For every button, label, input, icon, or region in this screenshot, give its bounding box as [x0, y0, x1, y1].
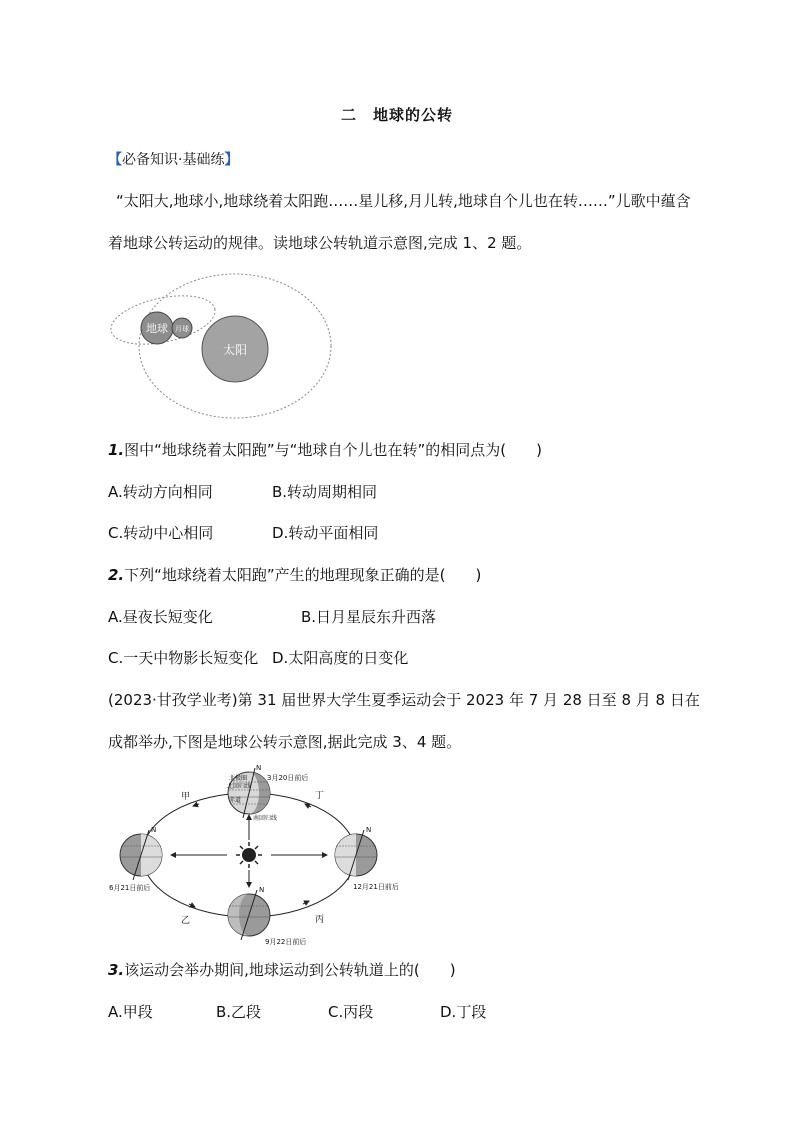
- q2-option-c[interactable]: C.一天中物影长短变化: [108, 649, 259, 667]
- earth-dec21: [335, 830, 377, 880]
- section-label: 必备知识·基础练: [122, 152, 225, 168]
- q1-option-c[interactable]: C.转动中心相同: [108, 524, 214, 542]
- bracket-close: 】: [224, 152, 239, 168]
- tropic-north-label: 北回归线: [227, 783, 252, 790]
- orbit-diagram-1: [105, 270, 345, 420]
- q3-option-b[interactable]: B.乙段: [216, 1003, 262, 1021]
- orbit-arrow-jia: [193, 804, 199, 806]
- segment-jia: 甲: [181, 792, 191, 802]
- north-pole-dec-label: N: [366, 826, 372, 834]
- equator-label: 赤道: [229, 797, 242, 804]
- question-3-number: 3.: [108, 961, 125, 979]
- context-line-2: 成都举办,下图是地球公转示意图,据此完成 3、4 题。: [108, 733, 462, 751]
- sun-icon: [236, 842, 262, 868]
- question-2-number: 2.: [108, 566, 125, 584]
- section-heading: [108, 149, 238, 169]
- q2-option-a[interactable]: A.昼夜长短变化: [108, 608, 213, 626]
- sun-label: 太阳: [222, 343, 248, 357]
- intro-line-1: “太阳大,地球小,地球绕着太阳跑……星儿移,月儿转,地球自个儿也在转……”儿歌中蕴含: [116, 192, 691, 210]
- north-pole-label: N: [256, 764, 262, 772]
- bracket-open: 【: [108, 152, 122, 168]
- q2-option-d[interactable]: D.太阳高度的日变化: [272, 649, 409, 667]
- date-dec21: 12月21日前后: [353, 883, 399, 891]
- moon-label: 月球: [175, 325, 189, 333]
- q2-option-b[interactable]: B.日月星辰东升西落: [301, 608, 437, 626]
- segment-yi: 乙: [181, 916, 191, 926]
- page-title: 二 地球的公转: [340, 106, 453, 124]
- earth-sep22: [228, 890, 270, 940]
- question-3: [108, 960, 456, 980]
- question-2-stem: 下列“地球绕着太阳跑”产生的地理现象正确的是( ): [124, 566, 482, 584]
- tropic-south-label: 南回归线: [253, 815, 278, 822]
- q1-option-d[interactable]: D.转动平面相同: [272, 524, 379, 542]
- intro-line-2: 着地球公转运动的规律。读地球公转轨道示意图,完成 1、2 题。: [108, 234, 532, 252]
- question-1-stem: 图中“地球绕着太阳跑”与“地球自个儿也在转”的相同点为( ): [124, 441, 542, 459]
- date-sep22: 9月22日前后: [265, 938, 307, 946]
- q1-option-b[interactable]: B.转动周期相同: [272, 483, 378, 501]
- question-1-number: 1.: [108, 441, 125, 459]
- q3-option-d[interactable]: D.丁段: [440, 1003, 487, 1021]
- earth-jun21: [120, 830, 162, 880]
- date-mar20: 3月20日前后: [267, 774, 309, 782]
- earth-label: 地球: [146, 322, 168, 335]
- context-line-1: (2023·甘孜学业考)第 31 届世界大学生夏季运动会于 2023 年 7 月 28 日至 8 月 8 日在: [108, 691, 700, 709]
- north-pole-jun-label: N: [151, 826, 157, 834]
- revolution-diagram: [105, 760, 425, 948]
- date-jun21: 6月21日前后: [109, 884, 151, 892]
- question-1: [108, 440, 542, 460]
- q3-option-a[interactable]: A.甲段: [108, 1003, 153, 1021]
- north-pole-sep-label: N: [259, 886, 265, 894]
- orbit-arrow-bing: [303, 901, 309, 904]
- question-3-stem: 该运动会举办期间,地球运动到公转轨道上的( ): [124, 961, 456, 979]
- question-2: [108, 565, 481, 585]
- q3-option-c[interactable]: C.丙段: [328, 1003, 374, 1021]
- q1-option-a[interactable]: A.转动方向相同: [108, 483, 213, 501]
- arctic-circle-label: 北极圈: [229, 775, 248, 782]
- segment-bing: 丙: [315, 915, 325, 925]
- segment-ding: 丁: [315, 791, 325, 801]
